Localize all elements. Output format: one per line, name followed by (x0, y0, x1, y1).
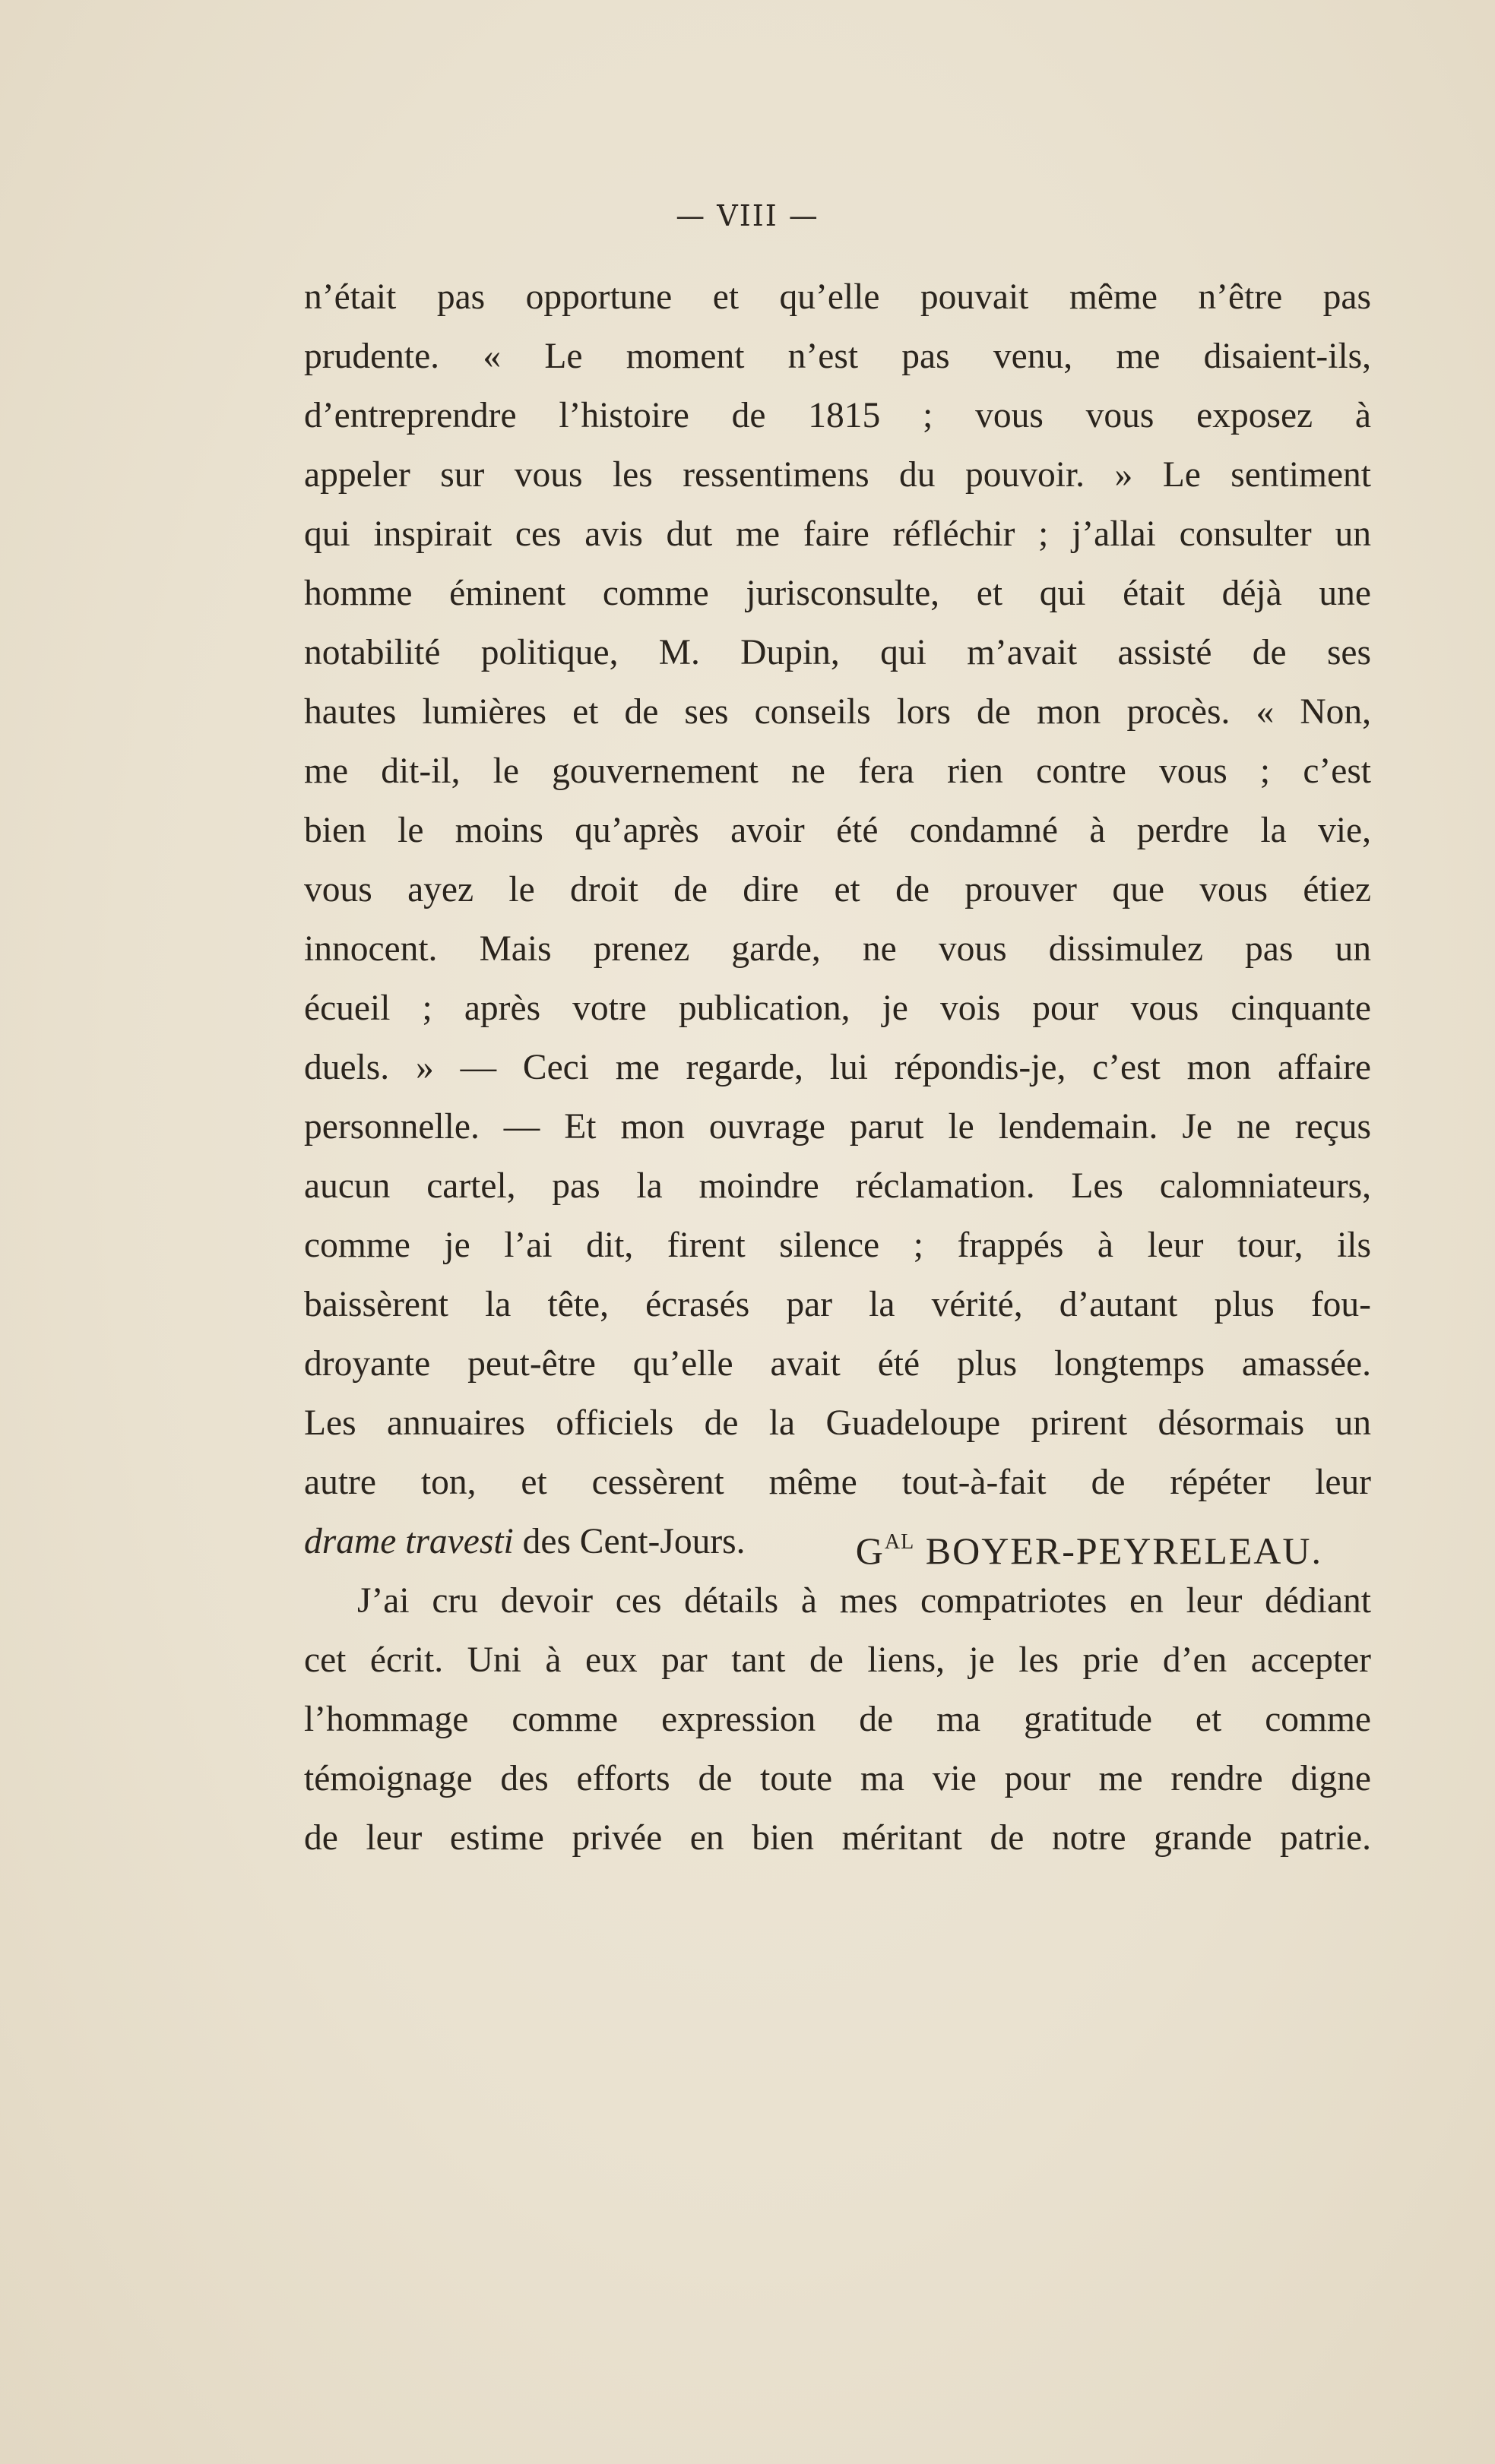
text-line: autre ton, et cessèrent même tout-à-fait de répéter leur (304, 1463, 1371, 1502)
signature-prefix: G (855, 1529, 885, 1572)
text-line: innocent. Mais prenez garde, ne vous dissimulez pas un (304, 929, 1371, 969)
text-line: notabilité politique, M. Dupin, qui m’avait assisté de ses (304, 633, 1371, 672)
body-text (304, 267, 1371, 1868)
text-line: comme je l’ai dit, firent silence ; frappés à leur tour, ils (304, 1226, 1371, 1265)
text-line: qui inspirait ces avis dut me faire réfléchir ; j’allai consulter un (304, 514, 1371, 554)
text-line: duels. » — Ceci me regarde, lui répondis-je, c’est mon affaire (304, 1048, 1371, 1087)
text-line: baissèrent la tête, écrasés par la vérité, d’autant plus fou- (304, 1285, 1371, 1324)
text-line: me dit-il, le gouvernement ne fera rien contre vous ; c’est (304, 751, 1371, 791)
text-line: bien le moins qu’après avoir été condamné à perdre la vie, (304, 811, 1371, 850)
text-line: prudente. « Le moment n’est pas venu, me disaient-ils, (304, 337, 1371, 376)
text-line: n’était pas opportune et qu’elle pouvait même n’être pas (304, 277, 1371, 317)
page-number: — VIII — (676, 199, 819, 232)
text-line: témoignage des efforts de toute ma vie pour me rendre digne (304, 1759, 1371, 1798)
signature-name: BOYER-PEYRELEAU. (914, 1529, 1322, 1572)
text-line: Les annuaires officiels de la Guadeloupe prirent désormais un (304, 1403, 1371, 1443)
text-line: J’ai cru devoir ces détails à mes compatriotes en leur dédiant (357, 1581, 1371, 1621)
signature-superscript: AL (884, 1530, 915, 1554)
text-line: appeler sur vous les ressentimens du pouvoir. » Le sentiment (304, 455, 1371, 495)
text-line: cet écrit. Uni à eux par tant de liens, je les prie d’en accepter (304, 1640, 1371, 1680)
text-fragment: des Cent-Jours. (513, 1522, 746, 1561)
text-line: homme éminent comme jurisconsulte, et qui était déjà une (304, 574, 1371, 613)
author-signature (790, 1529, 1322, 1573)
text-line: personnelle. — Et mon ouvrage parut le lendemain. Je ne reçus (304, 1107, 1371, 1147)
text-line: l’hommage comme expression de ma gratitude et comme (304, 1700, 1371, 1739)
italic-phrase: drame travesti (304, 1522, 514, 1561)
text-line: d’entreprendre l’histoire de 1815 ; vous vous exposez à (304, 396, 1371, 435)
text-line: écueil ; après votre publication, je vois pour vous cinquante (304, 988, 1371, 1028)
text-line: aucun cartel, pas la moindre réclamation. Les calomniateurs, (304, 1166, 1371, 1206)
text-line: droyante peut-être qu’elle avait été plus longtemps amassée. (304, 1344, 1371, 1384)
text-line: de leur estime privée en bien méritant de notre grande patrie. (304, 1818, 1371, 1858)
text-line: vous ayez le droit de dire et de prouver que vous étiez (304, 870, 1371, 909)
text-line: hautes lumières et de ses conseils lors de mon procès. « Non, (304, 692, 1371, 732)
